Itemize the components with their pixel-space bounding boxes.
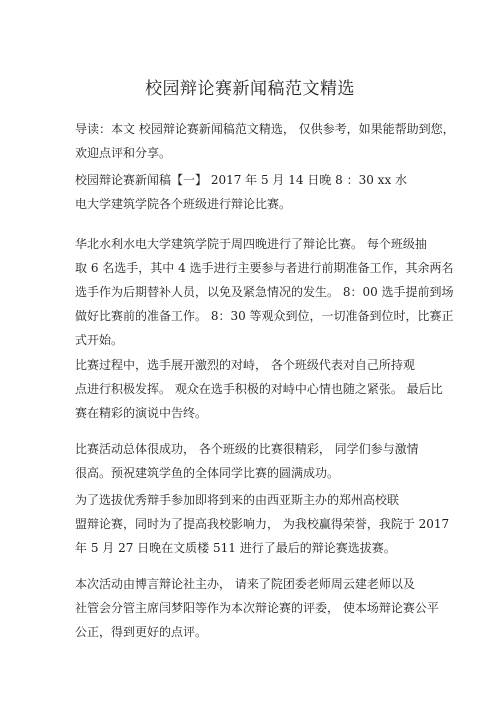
- paragraph-line: 电大学建筑学院各个班级进行辩论比赛。: [75, 197, 292, 211]
- paragraph-4: [75, 437, 425, 485]
- paragraph-line: 选手作为后期替补人员，以免及紧急情况的发生。 8：00 选手提前到场: [75, 285, 454, 299]
- paragraph-line: 很高。预祝建筑学鱼的全体同学比赛的圆满成功。: [75, 466, 340, 480]
- intro-paragraph: [75, 117, 455, 165]
- paragraph-line: 比赛过程中，选手展开激烈的对峙， 各个班级代表对自己所持观: [75, 358, 415, 372]
- paragraph-line: 做好比赛前的准备工作。 8：30 等观众到位，一切准备到位时，比赛正: [75, 309, 454, 323]
- intro-line: 导读：本文 校园辩论赛新闻稿范文精选， 仅供参考，如果能帮助到您，: [75, 122, 455, 136]
- intro-line: 欢迎点评和分享。: [75, 146, 172, 160]
- paragraph-line: 年 5 月 27 日晚在文质楼 511 进行了最后的辩论赛选拔赛。: [75, 541, 396, 555]
- paragraph-line: 社管会分管主席闫梦阳等作为本次辩论赛的评委， 使本场辩论赛公平: [75, 601, 439, 615]
- paragraph-line: 式开始。: [75, 333, 124, 347]
- paragraph-line: 为了选拔优秀辩手参加即将到来的由西亚斯主办的郑州高校联: [75, 493, 400, 507]
- paragraph-line: 比赛活动总体很成功， 各个班级的比赛很精彩， 同学们参与激情: [75, 442, 419, 456]
- paragraph-3: [75, 353, 443, 425]
- paragraph-6: [75, 572, 439, 644]
- paragraph-line: 取 6 名选手，其中 4 选手进行主要参与者进行前期准备工作，其余两名: [75, 261, 454, 275]
- document-title: 校园辩论赛新闻稿范文精选: [145, 79, 355, 99]
- paragraph-5: [75, 488, 450, 560]
- paragraph-1: [75, 168, 425, 216]
- paragraph-line: 华北水利水电大学建筑学院于周四晚进行了辩论比赛。 每个班级抽: [75, 237, 427, 251]
- paragraph-line: 盟辩论赛，同时为了提高我校影响力， 为我校赢得荣誉，我院于 2017: [75, 517, 450, 531]
- paragraph-line: 公正，得到更好的点评。: [75, 625, 208, 639]
- paragraph-line: 点进行积极发挥。 观众在选手积极的对峙中心情也随之紧张。 最后比: [75, 382, 443, 396]
- paragraph-2: [75, 232, 454, 352]
- paragraph-line: 赛在精彩的演说中告终。: [75, 406, 208, 420]
- paragraph-line: 本次活动由博言辩论社主办， 请来了院团委老师周云建老师以及: [75, 577, 415, 591]
- paragraph-line: 校园辩论赛新闻稿【一】 2017 年 5 月 14 日晚 8 ：30 xx 水: [75, 173, 408, 187]
